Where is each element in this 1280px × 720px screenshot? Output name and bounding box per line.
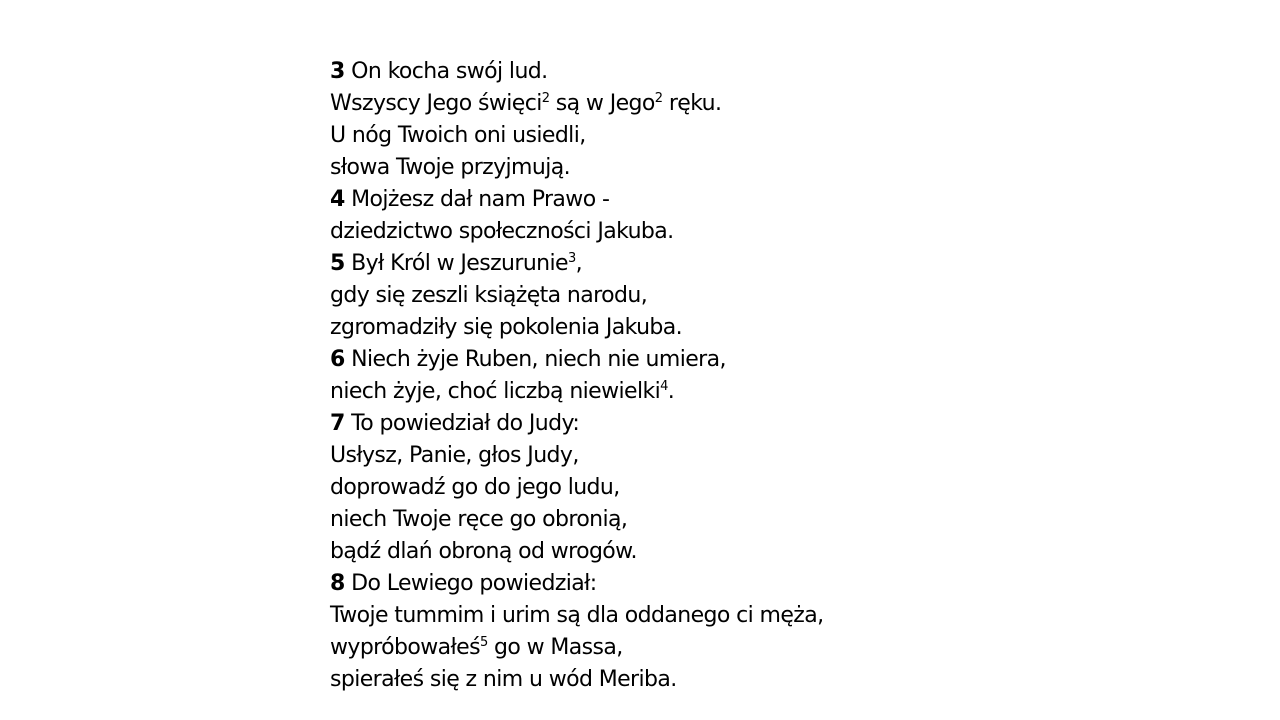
line-text: doprowadź go do jego ludu, xyxy=(330,475,620,500)
verse-number: 4 xyxy=(330,187,345,212)
text-line xyxy=(330,568,824,600)
text-line xyxy=(330,248,824,280)
line-text: Usłysz, Panie, głos Judy, xyxy=(330,443,579,468)
line-text: spierałeś się z nim u wód Meriba. xyxy=(330,667,677,692)
text-line xyxy=(330,504,824,536)
line-text: dziedzictwo społeczności Jakuba. xyxy=(330,219,674,244)
footnote-marker[interactable]: 3 xyxy=(567,251,576,266)
line-text: go w Massa, xyxy=(487,635,623,660)
text-line xyxy=(330,152,824,184)
line-text: To powiedział do Judy: xyxy=(351,411,580,436)
text-line xyxy=(330,280,824,312)
line-text: bądź dlań obroną od wrogów. xyxy=(330,539,637,564)
line-text: wypróbowałeś xyxy=(330,635,480,660)
line-text: . xyxy=(667,379,675,404)
footnote-marker[interactable]: 5 xyxy=(479,635,488,650)
line-text: słowa Twoje przyjmują. xyxy=(330,155,570,180)
text-line xyxy=(330,472,824,504)
line-text: Mojżesz dał nam Prawo - xyxy=(351,187,610,212)
text-line xyxy=(330,88,824,120)
footnote-marker[interactable]: 2 xyxy=(654,91,663,106)
text-line xyxy=(330,536,824,568)
text-line xyxy=(330,376,824,408)
text-line xyxy=(330,632,824,664)
verse-number: 5 xyxy=(330,251,345,276)
footnote-marker[interactable]: 2 xyxy=(541,91,550,106)
line-text: niech Twoje ręce go obronią, xyxy=(330,507,628,532)
line-text: ręku. xyxy=(662,91,722,116)
line-text: , xyxy=(575,251,583,276)
footnote-marker[interactable]: 4 xyxy=(660,379,668,394)
line-text: Do Lewiego powiedział: xyxy=(351,571,597,596)
line-text: Niech żyje Ruben, niech nie umiera, xyxy=(351,347,726,372)
line-text: Był Król w Jeszurunie xyxy=(351,251,568,276)
line-text: niech żyje, choć liczbą niewielki xyxy=(330,379,661,404)
text-line xyxy=(330,408,824,440)
verse-number: 3 xyxy=(330,59,345,84)
text-line xyxy=(330,120,824,152)
verse-number: 7 xyxy=(330,411,345,436)
verse-number: 8 xyxy=(330,571,345,596)
line-text: Twoje tummim i urim są dla oddanego ci męża, xyxy=(330,603,824,628)
text-line xyxy=(330,184,824,216)
line-text: zgromadziły się pokolenia Jakuba. xyxy=(330,315,683,340)
verse-number: 6 xyxy=(330,347,345,372)
text-line xyxy=(330,344,824,376)
line-text: są w Jego xyxy=(549,91,655,116)
scripture-text xyxy=(330,56,824,696)
line-text: On kocha swój lud. xyxy=(351,59,548,84)
line-text: U nóg Twoich oni usiedli, xyxy=(330,123,586,148)
text-line xyxy=(330,600,824,632)
text-line xyxy=(330,216,824,248)
text-line xyxy=(330,440,824,472)
text-line xyxy=(330,56,824,88)
text-line xyxy=(330,664,824,696)
line-text: gdy się zeszli książęta narodu, xyxy=(330,283,648,308)
line-text: Wszyscy Jego święci xyxy=(330,91,542,116)
text-line xyxy=(330,312,824,344)
